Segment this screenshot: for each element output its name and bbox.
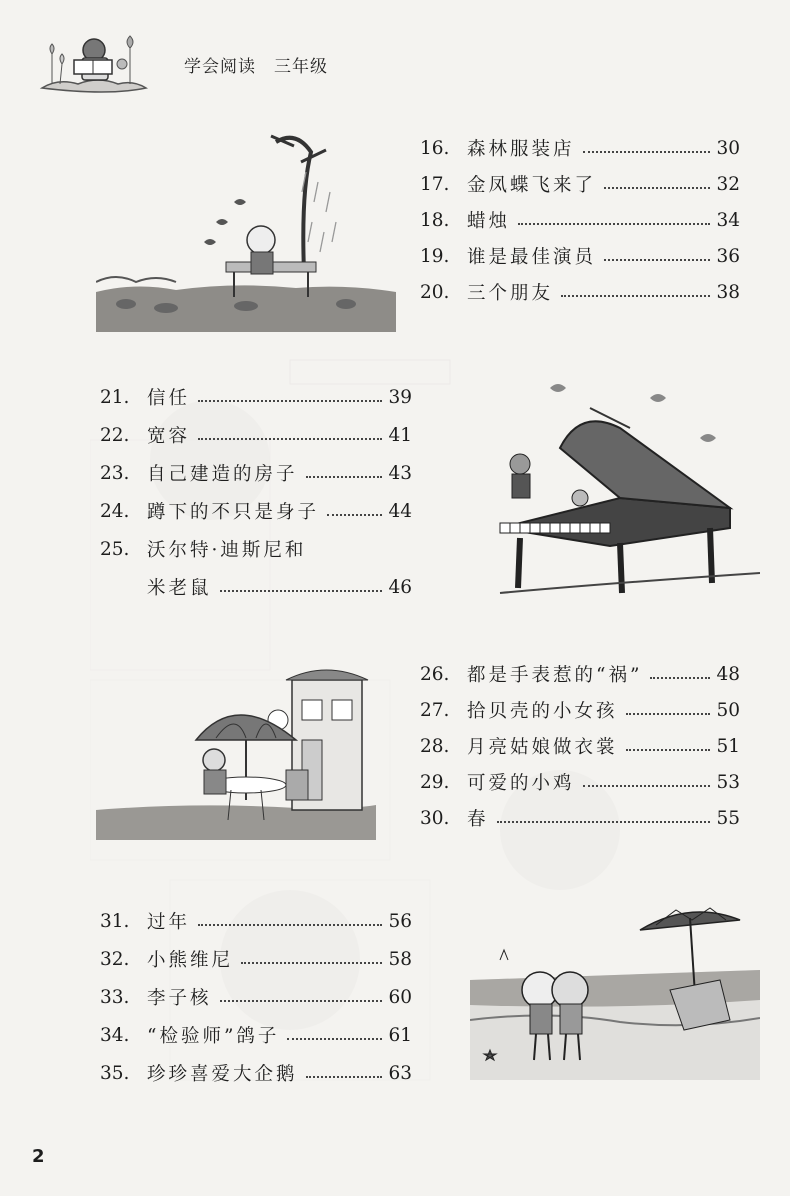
entry-page: 46 [388,576,412,598]
leader-dots [198,922,382,926]
toc-entry[interactable] [100,902,412,940]
entry-title: 都是手表惹的“祸” [467,665,643,686]
entry-page: 30 [716,137,740,159]
entry-number: 33. [100,986,130,1008]
toc-entry[interactable] [100,1016,412,1054]
entry-title: 蜡烛 [467,211,511,232]
toc-entry[interactable] [420,166,740,202]
entry-page: 55 [716,807,740,829]
toc-entry[interactable] [420,728,740,764]
leader-dots [626,747,711,751]
entry-number: 30. [420,807,450,829]
toc-entry[interactable] [420,692,740,728]
leader-dots [306,1074,383,1078]
toc-entry[interactable] [100,378,412,416]
toc-entry[interactable] [420,202,740,238]
entry-page: 48 [716,663,740,685]
leader-dots [518,221,710,225]
page-header [38,30,338,100]
leader-dots [583,783,711,787]
entry-number: 29. [420,771,450,793]
entry-title: 珍珍喜爱大企鹅 [147,1064,298,1085]
entry-title: 可爱的小鸡 [467,773,575,794]
children-on-piano-illustration [470,368,760,608]
toc-entry[interactable] [100,492,412,530]
leader-dots [604,257,710,261]
toc-section-3 [420,656,740,836]
leader-dots [306,474,383,478]
entry-title: 蹲下的不只是身子 [147,502,320,523]
leader-dots [198,436,382,440]
entry-page: 58 [388,948,412,970]
entry-page: 51 [716,735,740,757]
entry-page: 43 [388,462,412,484]
entry-page: 44 [388,500,412,522]
leader-dots [327,512,382,516]
leader-dots [626,711,711,715]
toc-entry-continuation[interactable] [100,568,412,606]
entry-page: 32 [716,173,740,195]
entry-number: 23. [100,462,130,484]
toc-entry[interactable] [420,656,740,692]
toc-entry[interactable] [100,940,412,978]
leader-dots [497,819,711,823]
book-title: 学会阅读 三年级 [184,57,328,77]
entry-number: 19. [420,245,450,267]
leader-dots [561,293,710,297]
toc-entry[interactable] [420,764,740,800]
entry-number: 31. [100,910,130,932]
entry-number: 17. [420,173,450,195]
entry-number: 21. [100,386,130,408]
toc-section-1 [420,130,740,310]
entry-title-continued: 米老鼠 [147,578,212,599]
toc-entry[interactable] [420,274,740,310]
entry-number: 26. [420,663,450,685]
entry-title: 李子核 [147,988,212,1009]
entry-number: 32. [100,948,130,970]
leader-dots [220,998,383,1002]
toc-entry[interactable] [420,130,740,166]
entry-number: 25. [100,538,130,560]
entry-title: 谁是最佳演员 [467,247,597,268]
entry-number: 27. [420,699,450,721]
entry-page: 61 [388,1024,412,1046]
entry-page: 60 [388,986,412,1008]
entry-number: 34. [100,1024,130,1046]
page-number: 2 [32,1146,45,1167]
entry-number: 24. [100,500,130,522]
entry-page: 50 [716,699,740,721]
toc-entry[interactable] [100,416,412,454]
entry-page: 38 [716,281,740,303]
toc-entry[interactable] [100,530,412,568]
leader-dots [198,398,382,402]
leader-dots [287,1036,382,1040]
entry-title: 自己建造的房子 [147,464,298,485]
toc-section-4 [100,902,412,1092]
entry-number: 16. [420,137,450,159]
entry-number: 18. [420,209,450,231]
entry-title: 春 [467,809,489,830]
entry-number: 28. [420,735,450,757]
toc-entry[interactable] [420,800,740,836]
toc-entry[interactable] [100,978,412,1016]
entry-page: 53 [716,771,740,793]
entry-number: 22. [100,424,130,446]
entry-title: 小熊维尼 [147,950,234,971]
entry-page: 36 [716,245,740,267]
toc-section-2 [100,378,412,606]
entry-title: 金凤蝶飞来了 [467,175,597,196]
entry-title: 月亮姑娘做衣裳 [467,737,618,758]
toc-entry[interactable] [100,454,412,492]
leader-dots [604,185,710,189]
entry-title: 宽容 [147,426,191,447]
entry-page: 34 [716,209,740,231]
leader-dots [650,675,710,679]
girl-at-cafe-table-illustration [96,660,396,840]
entry-number: 35. [100,1062,130,1084]
reading-child-icon [38,30,148,100]
entry-title: 森林服装店 [467,139,575,160]
leader-dots [583,149,711,153]
children-on-beach-illustration [470,890,760,1080]
entry-number: 20. [420,281,450,303]
leader-dots [220,588,383,592]
entry-title: 三个朋友 [467,283,554,304]
toc-entry[interactable] [420,238,740,274]
entry-title: 过年 [147,912,191,933]
girl-on-bench-rain-illustration [96,132,396,332]
toc-entry[interactable] [100,1054,412,1092]
entry-title: 拾贝壳的小女孩 [467,701,618,722]
entry-page: 63 [388,1062,412,1084]
entry-page: 39 [388,386,412,408]
entry-page: 41 [388,424,412,446]
entry-page: 56 [388,910,412,932]
entry-title: 沃尔特·迪斯尼和 [147,540,307,561]
leader-dots [241,960,382,964]
entry-title: “检验师”鸽子 [147,1026,280,1047]
entry-title: 信任 [147,388,191,409]
